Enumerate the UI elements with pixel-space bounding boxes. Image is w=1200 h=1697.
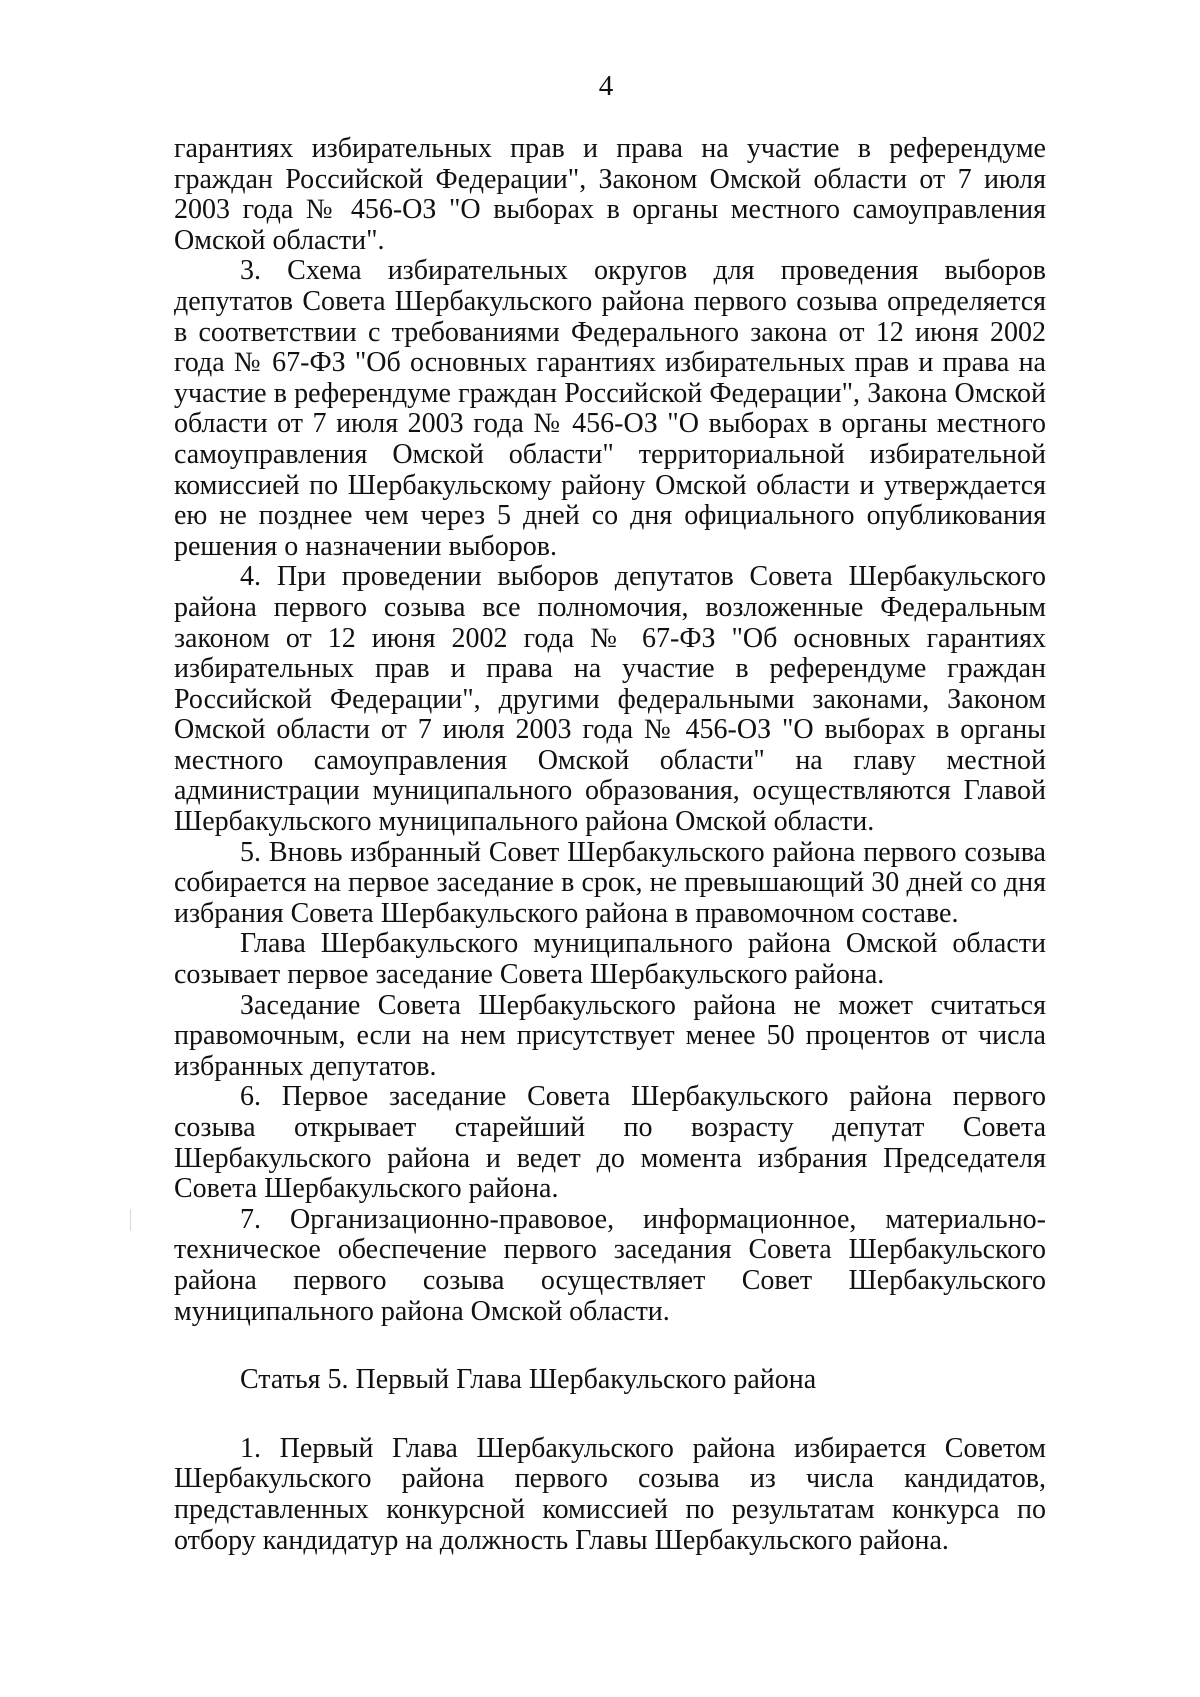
paragraph-item-5-chair: Глава Шербакульского муниципального района Омской области созывает первое заседание Совета Шербакульского района. — [174, 928, 1046, 991]
page-number: 4 — [598, 70, 614, 102]
paragraph-continuation: гарантиях избирательных прав и права на участие в референдуме граждан Российской Федерации", Законом Омской области от 7 июля 2003 года № 456-ОЗ "О выборах в органы местного самоуправления Омской области". — [174, 133, 1046, 256]
paragraph-item-7: 7. Организационно-правовое, информационное, материально-техническое обеспечение первого заседания Совета Шербакульского района первого созыва осуществляет Совет Шербакульского муниципального района Омской области. — [174, 1203, 1046, 1327]
paragraph-item-4: 4. При проведении выборов депутатов Совета Шербакульского района первого созыва все полномочия, возложенные Федеральным законом от 12 июня 2002 года № 67-ФЗ "Об основных гарантиях избирательных прав и права на участие в референдуме граждан Российской Федерации", другими федеральными законами, Законом Омской области от 7 июля 2003 года № 456-ОЗ "О выборах в органы местного самоуправления Омской области" на главу местной администрации муниципального образования, осуществляются Главой Шербакульского муниципального района Омской области. — [174, 561, 1046, 838]
article-5-paragraph-1: 1. Первый Глава Шербакульского района избирается Советом Шербакульского района первого созыва из числа кандидатов, представленных конкурсной комиссией по результатам конкурса по отбору кандидатур на должность Главы Шербакульского района. — [174, 1432, 1046, 1556]
document-body — [174, 134, 1046, 1556]
paragraph-item-5: 5. Вновь избранный Совет Шербакульского района первого созыва собирается на первое заседание в срок, не превышающий 30 дней со дня избрания Совета Шербакульского района в правомочном составе. — [174, 836, 1046, 929]
paragraph-item-5-quorum: Заседание Совета Шербакульского района не может считаться правомочным, если на нем присутствует менее 50 процентов от числа избранных депутатов. — [174, 989, 1046, 1082]
scan-artifact-mark — [130, 1209, 131, 1231]
article-spacer — [174, 1327, 1046, 1365]
article-5-heading: Статья 5. Первый Глава Шербакульского района — [240, 1364, 817, 1396]
heading-spacer — [174, 1396, 1046, 1434]
paragraph-item-3: 3. Схема избирательных округов для проведения выборов депутатов Совета Шербакульского района первого созыва определяется в соответствии с требованиями Федерального закона от 12 июня 2002 года № 67-ФЗ "Об основных гарантиях избирательных прав и права на участие в референдуме граждан Российской Федерации", Закона Омской области от 7 июля 2003 года № 456-ОЗ "О выборах в органы местного самоуправления Омской области" территориальной избирательной комиссией по Шербакульскому району Омской области и утверждается ею не позднее чем через 5 дней со дня официального опубликования решения о назначении выборов. — [174, 255, 1046, 562]
paragraph-item-6: 6. Первое заседание Совета Шербакульского района первого созыва открывает старейший по возрасту депутат Совета Шербакульского района и ведет до момента избрания Председателя Совета Шербакульского района. — [174, 1081, 1046, 1205]
